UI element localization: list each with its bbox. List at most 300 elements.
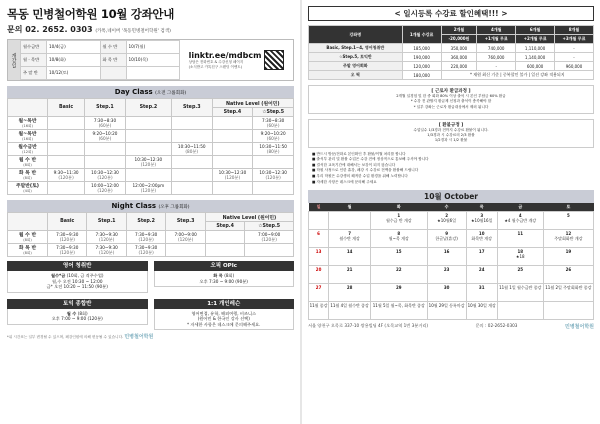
day-number: 24	[478, 266, 485, 272]
price-header: 6개월	[516, 26, 555, 35]
info-key: 주 말 반	[21, 67, 47, 80]
price-cell: -	[555, 44, 594, 53]
time-text: 10:30~12:30	[91, 169, 119, 175]
calendar-title: 10월 October	[308, 190, 594, 203]
day-label: 주말반(토)	[16, 184, 39, 189]
promo-box[interactable]	[180, 40, 293, 80]
calendar-week	[309, 229, 594, 247]
day-number: 19	[565, 248, 572, 254]
schedule-cell	[253, 182, 294, 195]
schedule-cell	[171, 169, 212, 182]
duration-text: (120분)	[97, 187, 113, 193]
info-key: 화 목 반	[100, 54, 126, 67]
notice-bullets	[308, 152, 594, 186]
day-label: 월 수 반	[18, 158, 37, 163]
day-event: 주말회화반 개강	[554, 235, 583, 241]
calendar-day	[466, 301, 497, 319]
schedule-day	[8, 231, 48, 244]
block-time: 오후 7:30 ~ 9:00	[199, 278, 234, 284]
promo-text	[189, 51, 262, 70]
time-text: 9:20~10:20	[260, 130, 286, 136]
day-number: 21	[346, 266, 353, 272]
time-text: 7:30~9:30	[56, 231, 79, 237]
footer-phone: 문의 : 02-2652-0303	[475, 322, 518, 328]
duration-text: (120분)	[177, 236, 194, 242]
calendar-day	[371, 265, 427, 283]
schedule-cell	[125, 182, 171, 195]
day-event: ★10월6일	[437, 217, 457, 223]
calendar-day	[543, 283, 593, 301]
time-text: 12:00~2:00pm	[132, 182, 165, 188]
calendar-day	[466, 283, 497, 301]
weekday-header: 토	[543, 203, 593, 211]
time-text: 7:30~8:30	[93, 117, 117, 123]
price-cell: 1,110,000	[516, 44, 555, 53]
calendar-day	[371, 247, 427, 265]
schedule-cell	[212, 182, 253, 195]
weekday-header: 금	[497, 203, 543, 211]
english-listening-block	[7, 261, 148, 293]
block-body	[7, 271, 148, 293]
info-key: 월 수 반	[100, 41, 126, 54]
schedule-cell	[48, 156, 85, 169]
schedule-cell	[171, 182, 212, 195]
time-text: 7:30~9:30	[95, 231, 118, 237]
price-cell: -	[555, 53, 594, 62]
calendar-day	[427, 211, 466, 229]
schedule-cell	[85, 169, 126, 182]
contact-phone: 문의 02. 2652. 0303	[7, 25, 93, 34]
notice-line: 2개월 일경험 및 한 중 회화 80% 이상 출석 시 본인 부담금 60% 환급	[396, 94, 506, 99]
schedule-header: Step.4	[212, 108, 253, 117]
bullet-text: 결석한 교육기간에 대해서는 보강이 되지 않습니다	[316, 162, 396, 167]
schedule-cell	[85, 117, 126, 130]
duration-text: (60분)	[266, 122, 280, 128]
night-class-title: Night Class	[111, 202, 157, 210]
night-class-table	[7, 212, 294, 257]
day-class-header	[7, 86, 294, 98]
calendar-day	[329, 301, 371, 319]
calendar-day	[371, 301, 427, 319]
calendar-day	[427, 265, 466, 283]
calendar-week	[309, 247, 594, 265]
bullet-item: ■ 반드시 방문/전화로 본인확인 후 환불/이월 처리를 합니다	[312, 151, 406, 156]
info-value: 10/7(월)	[126, 41, 180, 54]
block-title: 토익 종합반	[7, 299, 148, 309]
time-text: 7:30~8:30	[261, 117, 285, 123]
schedule-cell	[212, 117, 253, 130]
block-day-sub: (8회)	[77, 310, 88, 316]
notice-heading: [ 근로자 환급과정 ]	[431, 89, 471, 94]
price-cell: 960,000	[555, 62, 594, 71]
day-count: (8회)	[23, 238, 32, 242]
toeic-block	[7, 299, 148, 331]
day-number: 14	[346, 248, 353, 254]
left-footnote	[7, 333, 294, 340]
schedule-cell	[212, 156, 253, 169]
day-number: 23	[443, 266, 450, 272]
day-number: 2	[445, 212, 449, 218]
schedule-header: ☆Step.5	[245, 222, 294, 231]
calendar-day	[309, 301, 329, 319]
schedule-cell	[85, 182, 126, 195]
block-day-sub: (10회, 금 격주수업)	[66, 273, 104, 278]
academy-logo: 민병철어학원	[124, 334, 154, 340]
promo-line: 상담은 전화번호 & 수강신청 페이지	[188, 59, 244, 64]
day-event: 한글날(휴강)	[435, 235, 458, 241]
schedule-cell	[125, 117, 171, 130]
price-cell: 740,000	[477, 44, 516, 53]
block-body	[154, 309, 295, 331]
promo-url[interactable]: linktr.ee/mdbcm	[188, 50, 262, 60]
day-count: (4회)	[23, 189, 32, 193]
contact-line	[7, 24, 294, 35]
time-text: 10:30~11:50	[177, 143, 206, 149]
schedule-cell	[87, 244, 126, 257]
day-number: 27	[315, 284, 322, 290]
schedule-cell	[212, 169, 253, 182]
day-number: 8	[397, 230, 401, 236]
calendar-day	[497, 265, 543, 283]
block-title: 오픽 OPIc	[154, 261, 295, 271]
schedule-header	[8, 99, 48, 117]
day-label: 월~목반	[18, 119, 37, 124]
day-number: 20	[315, 266, 322, 272]
calendar-table	[308, 203, 594, 320]
schedule-header: Step.4	[205, 222, 245, 231]
info-key	[100, 67, 126, 80]
time-text: 9:20~10:20	[92, 130, 118, 136]
day-count: (8회)	[23, 251, 32, 255]
calendar-day	[329, 283, 371, 301]
table-row	[8, 156, 294, 169]
calendar-day	[309, 265, 329, 283]
notice-line: 1/2경과 시 1/2 환불	[434, 138, 468, 143]
table-row	[8, 182, 294, 195]
notice-line: 수업일수 1/3경과 전까지 수강료 환불이 됩니다.	[413, 128, 489, 133]
info-value: 10/8(화)	[47, 54, 101, 67]
schedule-cell	[205, 231, 245, 244]
calendar-week	[309, 301, 594, 319]
private-lesson-block	[154, 299, 295, 331]
day-number: 22	[396, 266, 402, 272]
duration-text: (120분)	[59, 249, 75, 255]
info-value: 10/12(토)	[47, 67, 101, 80]
calendar-day	[371, 211, 427, 229]
block-body	[7, 309, 148, 325]
price-course: 주말 영어회화	[309, 62, 403, 71]
day-number: 18	[517, 248, 524, 254]
day-number: 13	[315, 248, 322, 254]
duration-text: (80분)	[266, 148, 280, 154]
bullet-text: 출석부 관리 및 환불 수업은 수강 전에 정상적으로 통보해 주셔야 합니다	[316, 157, 429, 162]
day-number: 5	[566, 212, 570, 218]
calendar-day	[497, 229, 543, 247]
schedule-header: Basic	[48, 213, 87, 231]
info-value: 10/4(금)	[47, 41, 101, 54]
duration-text: (120분)	[97, 174, 113, 180]
schedule-cell	[48, 143, 85, 156]
day-number: 29	[396, 284, 402, 290]
duration-text: (120분)	[140, 187, 157, 193]
day-number: 6	[317, 230, 320, 236]
day-event: 11월 2일 주말회화반 종강	[545, 284, 592, 290]
block-day: 화 목	[213, 273, 223, 278]
schedule-day	[8, 130, 48, 143]
schedule-cell	[253, 169, 294, 182]
price-cell: 350,000	[441, 44, 477, 53]
day-event: 월수반 개강	[339, 235, 360, 241]
duration-text: (60분)	[266, 135, 280, 141]
price-subheader: +1개월 무료	[477, 35, 516, 44]
schedule-header: Basic	[48, 99, 85, 117]
schedule-cell	[253, 143, 294, 156]
price-header: 8개월	[555, 26, 594, 35]
price-cell: 760,000	[477, 53, 516, 62]
schedule-cell	[48, 117, 85, 130]
block-title: 영어 청취반	[7, 261, 148, 271]
price-header: 강좌명	[309, 26, 403, 44]
schedule-cell	[48, 169, 85, 182]
day-event: 11월 1일 월수금반 종강	[499, 284, 542, 290]
schedule-day	[8, 117, 48, 130]
weekday-header: 월	[329, 203, 371, 211]
price-course: ☆Step.5, 토익반	[309, 53, 403, 62]
calendar-day	[466, 265, 497, 283]
schedule-cell	[87, 231, 126, 244]
day-number: 4	[518, 212, 522, 218]
calendar-day	[427, 301, 466, 319]
block-duration: (120분)	[87, 316, 103, 321]
block-day: 월 수	[66, 310, 77, 316]
schedule-cell	[253, 130, 294, 143]
calendar-day	[543, 247, 593, 265]
info-key: 월수금반	[21, 41, 47, 54]
start-date-box	[7, 39, 294, 81]
price-subheader: -20,000원	[441, 35, 477, 44]
time-text: 7:00~9:00	[174, 231, 197, 237]
price-cell: 120,000	[402, 62, 441, 71]
bullet-text: 학원 사정으로 인한 휴강, 폐강 시 수강료 전액을 환불해 드립니다	[316, 168, 419, 173]
day-event: ★10월16일	[470, 217, 493, 223]
schedule-header: Step.1	[87, 213, 126, 231]
day-number: 17	[478, 248, 485, 254]
calendar-day	[497, 211, 543, 229]
duration-text: (120분)	[99, 236, 115, 242]
schedule-header: Step.1	[85, 99, 126, 117]
discount-title: < 일시등록 수강료 할인혜택!!! >	[308, 6, 594, 21]
notice-line: * 수강 전 관할지 환급제 신청과 출석이 충족해야 함	[410, 99, 492, 104]
price-course: 오 픽	[309, 71, 403, 80]
price-cell: 220,000	[441, 62, 477, 71]
calendar-day	[466, 229, 497, 247]
calendar-day	[329, 265, 371, 283]
duration-text: (120분)	[138, 236, 154, 242]
notice-line: * 일부 강좌는 근로자 환급대상에서 제외 됩니다	[413, 104, 489, 109]
table-row	[8, 130, 294, 143]
day-event: ★18	[515, 253, 525, 259]
day-event: 월~목 개강	[388, 235, 409, 241]
weekday-header: 화	[371, 203, 427, 211]
calendar-day	[497, 247, 543, 265]
calendar-day	[371, 229, 427, 247]
schedule-cell	[126, 244, 165, 257]
schedule-header: Step.2	[125, 99, 171, 117]
calendar-day	[466, 211, 497, 229]
block-day: 월수*금	[50, 273, 66, 278]
calendar-week	[309, 283, 594, 301]
promo-line: (소식받고 카톡친구 스탠딩 이벤트)	[188, 64, 242, 69]
block-duration: (90분)	[95, 284, 108, 289]
calendar-day	[497, 301, 543, 319]
bullet-item: ■ 우리 학원은 수강생의 쾌적한 수업 환경을 위해 노력합니다	[312, 174, 408, 178]
info-value: 10/10(목)	[126, 54, 180, 67]
day-number: 25	[517, 266, 524, 272]
price-subheader: +2개월 무료	[516, 35, 555, 44]
price-cell: 185,000	[402, 44, 441, 53]
price-cell: 360,000	[441, 53, 477, 62]
calendar-day	[466, 247, 497, 265]
day-event: 11월 5일 월~목, 화목반 종강	[372, 302, 425, 308]
special-courses	[7, 261, 294, 330]
weekday-header: 수	[427, 203, 466, 211]
price-course: Basic, Step.1~4, 영어청취반	[309, 44, 403, 53]
day-number: 11	[517, 230, 524, 236]
day-number: 26	[565, 266, 572, 272]
schedule-cell	[205, 244, 245, 257]
price-note: * 재원 최신 기준 | 중복할인 불가 | 일선 강좌 적용되지	[441, 71, 593, 80]
day-event: 11월 4일 월수반 종강	[330, 302, 369, 308]
day-label: 월 수 반	[18, 233, 37, 238]
refund-policy	[308, 119, 594, 148]
block-body	[154, 271, 295, 287]
price-header: 2개월	[441, 26, 477, 35]
calendar-week	[309, 211, 594, 229]
duration-text: (120분)	[59, 236, 75, 242]
schedule-cell	[171, 130, 212, 143]
schedule-cell	[245, 231, 294, 244]
calendar-day	[329, 211, 371, 229]
day-class-table	[7, 98, 294, 195]
weekday-header: 목	[466, 203, 497, 211]
night-class-header	[7, 200, 294, 212]
right-page	[302, 0, 600, 424]
calendar-day	[543, 265, 593, 283]
start-date-table	[20, 40, 180, 80]
calendar-day	[427, 283, 466, 301]
schedule-cell	[166, 244, 205, 257]
block-time: 월,수 오전 10:30 ~ 12:00	[52, 278, 103, 284]
calendar-week	[309, 265, 594, 283]
day-number: 28	[346, 284, 353, 290]
day-class-subtitle: (오전 그룹회화)	[155, 91, 187, 96]
time-text: 7:30~9:30	[135, 244, 158, 250]
duration-text: (120분)	[138, 249, 154, 255]
day-count: (8회)	[23, 163, 32, 167]
price-cell: 190,000	[402, 53, 441, 62]
price-header: 1개월 수강료	[402, 26, 441, 44]
schedule-day	[8, 156, 48, 169]
duration-text: (120분)	[261, 236, 277, 242]
bullet-item: ■ 결석한 교육기간에 대해서는 보강이 되지 않습니다	[312, 162, 396, 167]
table-row	[8, 169, 294, 182]
block-time: 금* 오전 10:20 ~ 11:50	[46, 284, 94, 289]
bullet-text: 우리 학원은 수강생의 쾌적한 수업 환경을 위해 노력합니다	[316, 174, 408, 178]
day-event: 10월 29일 등록마감	[428, 302, 465, 308]
schedule-day	[8, 182, 48, 195]
schedule-header	[8, 213, 48, 231]
block-day-sub: (8회)	[224, 273, 235, 278]
table-row	[8, 143, 294, 156]
day-number: 16	[443, 248, 450, 254]
day-label: 월~목반	[18, 132, 37, 137]
schedule-header: Step.3	[171, 99, 212, 117]
table-row	[8, 117, 294, 130]
time-text: 7:00~9:00	[258, 231, 281, 237]
info-key: 월 · 목반	[21, 54, 47, 67]
time-text: 7:30~9:30	[135, 231, 158, 237]
schedule-header: Native Level (원어민)	[212, 99, 293, 108]
price-subheader: +3개월 무료	[555, 35, 594, 44]
qr-code-icon[interactable]	[264, 50, 284, 70]
calendar-day	[543, 211, 593, 229]
time-text: 10:30~12:30	[218, 169, 247, 175]
price-table	[308, 25, 594, 80]
info-value	[126, 67, 180, 80]
day-number: 30	[443, 284, 450, 290]
schedule-cell	[85, 130, 126, 143]
footer-logo: 민병철어학원	[565, 323, 594, 330]
schedule-cell	[245, 244, 294, 257]
schedule-cell	[48, 130, 85, 143]
schedule-cell	[48, 244, 87, 257]
price-header: 4개월	[477, 26, 516, 35]
day-class-title: Day Class	[114, 88, 153, 96]
bullet-item: ■ 출석부 관리 및 환불 수업은 수강 전에 정상적으로 통보해 주셔야 합니다	[312, 157, 429, 162]
price-cell: 180,000	[402, 71, 441, 80]
schedule-day	[8, 169, 48, 182]
refund-notice	[308, 85, 594, 114]
time-text: 7:30~9:30	[56, 244, 79, 250]
schedule-cell	[166, 231, 205, 244]
day-event: 10월 30일 개강	[467, 302, 496, 308]
duration-text: (120분)	[265, 174, 281, 180]
day-number: 15	[396, 248, 402, 254]
schedule-cell	[48, 231, 87, 244]
calendar-day	[309, 247, 329, 265]
weekday-header: 일	[309, 203, 329, 211]
day-event: 월수금 반 개강	[385, 217, 412, 223]
schedule-header: ☆Step.5	[253, 108, 294, 117]
calendar-day	[543, 301, 593, 319]
bullet-text: 반드시 방문/전화로 본인확인 후 환불/이월 처리를 합니다	[316, 151, 406, 156]
time-text: 10:30~12:30	[134, 156, 163, 162]
day-number: 7	[348, 230, 352, 236]
block-line: (원어민 & 한국인 강사 선택)	[197, 316, 250, 321]
schedule-cell	[125, 169, 171, 182]
schedule-cell	[85, 143, 126, 156]
day-label: 월수금반	[18, 145, 37, 150]
bullet-item: ■ 자세한 사항은 데스크에 문의해 주세요	[312, 179, 377, 184]
schedule-cell	[212, 130, 253, 143]
day-number: 31	[478, 284, 485, 290]
block-line: 영어면접, 유학, 해외여행, 비즈니스	[191, 310, 257, 316]
time-text: 7:30~9:30	[95, 244, 118, 250]
day-number: 10	[478, 230, 485, 236]
table-row	[8, 231, 294, 244]
time-text: 10:30~11:50	[259, 143, 287, 149]
duration-text: (80분)	[185, 148, 199, 154]
